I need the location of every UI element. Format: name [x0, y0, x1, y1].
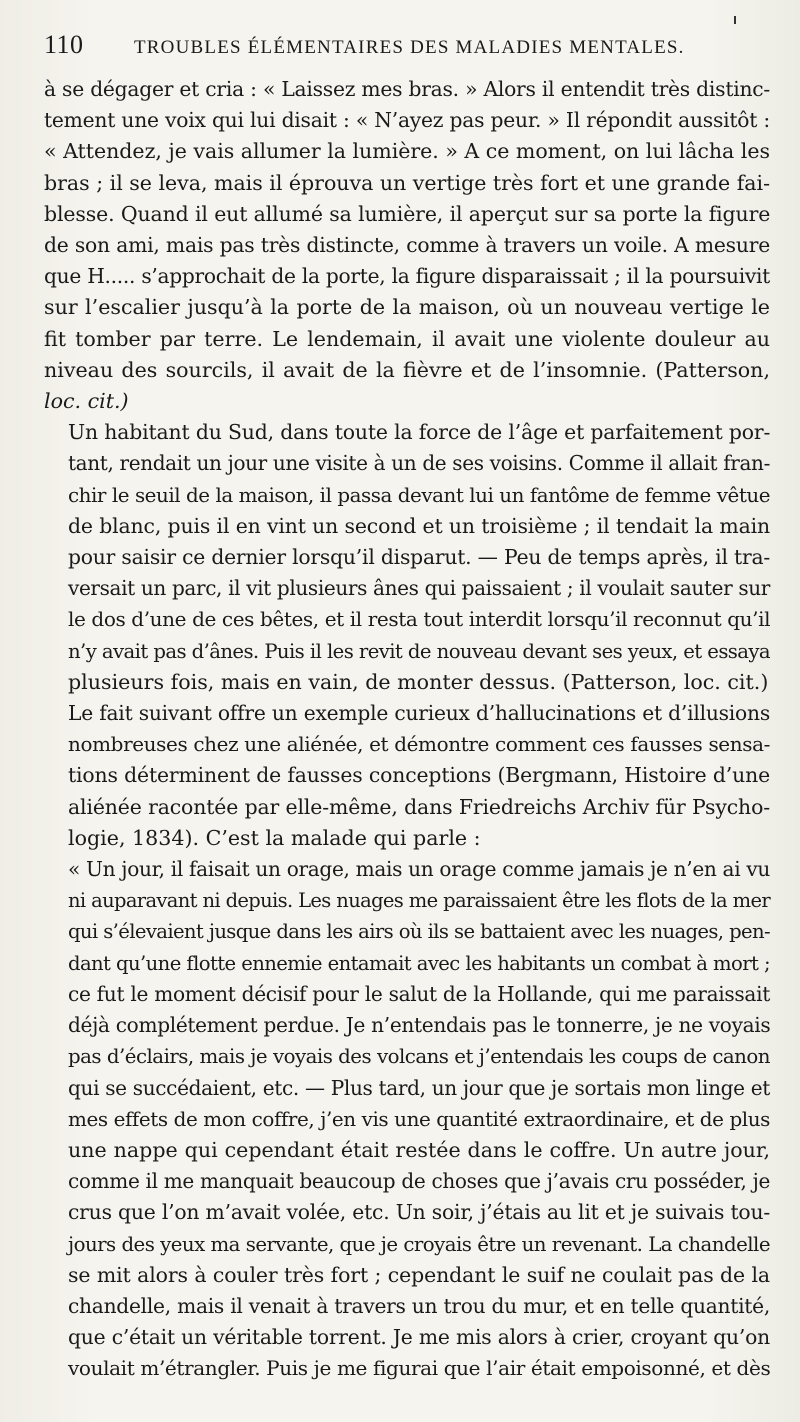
text-line: ni auparavant ni depuis. Les nuages me paraissaient être les flots de la mer: [68, 889, 770, 913]
running-head-title: TROUBLES ÉLÉMENTAIRES DES MALADIES MENTALES.: [134, 37, 685, 58]
text-line: pas d’éclairs, mais je voyais des volcans et j’entendais les coups de canon: [68, 1045, 770, 1069]
text-line: Un habitant du Sud, dans toute la force de l’âge et parfaitement por-: [68, 420, 771, 445]
text-line: n’y avait pas d’ânes. Puis il les revit de nouveau devant ses yeux, et essaya: [68, 639, 770, 663]
text-line: fit tomber par terre. Le lendemain, il avait une violente douleur au: [44, 326, 770, 351]
text-line: blesse. Quand il eut allumé sa lumière, il aperçut sur sa porte la figure: [44, 201, 771, 226]
text-line: pour saisir ce dernier lorsqu’il disparut. — Peu de temps après, il tra-: [68, 545, 770, 570]
text-line: de blanc, puis il en vint un second et un troisième ; il tendait la main: [68, 513, 770, 538]
text-line: que H..... s’approchait de la porte, la figure disparaissait ; il la poursuivit: [44, 264, 770, 289]
text-line: crus que l’on m’avait volée, etc. Un soir, j’étais au lit et je suivais tou-: [68, 1200, 770, 1225]
text-line: plusieurs fois, mais en vain, de monter dessus. (Patterson, loc. cit.): [68, 669, 769, 694]
body-text: [44, 74, 770, 1385]
paragraph-1: [44, 74, 770, 417]
text-line: aliénée racontée par elle-même, dans Friedreichs Archiv für Psycho-: [68, 794, 770, 819]
paragraph-2: [44, 417, 770, 698]
text-line: niveau des sourcils, il avait de la fièvre et de l’insomnie. (Patterson,: [44, 357, 770, 382]
text-line: chir le seuil de la maison, il passa devant lui un fantôme de femme vêtue: [68, 483, 770, 507]
text-line: voulait m’étrangler. Puis je me figurai que l’air était empoisonné, et dès: [68, 1356, 771, 1381]
text-line: qui se succédaient, etc. — Plus tard, un jour que je sortais mon linge et: [68, 1075, 770, 1100]
text-line: tions déterminent de fausses conceptions (Bergmann, Histoire d’une: [68, 763, 770, 788]
text-line: comme il me manquait beaucoup de choses que j’avais cru posséder, je: [68, 1169, 770, 1194]
text-line: chandelle, mais il venait à travers un trou du mur, et en telle quantité,: [68, 1293, 770, 1318]
paragraph-4-quotation: [44, 854, 770, 1384]
text-line: se mit alors à couler très fort ; cependant le suif ne coulait pas de la: [68, 1262, 770, 1287]
text-line: logie, 1834). C’est la malade qui parle :: [68, 825, 481, 850]
text-line: bras ; il se leva, mais il éprouva un vertige très fort et une grande fai-: [44, 170, 770, 195]
text-line: mes effets de mon coffre, j’en vis une quantité extraordinaire, et de plus: [68, 1106, 770, 1131]
text-line: ce fut le moment décisif pour le salut de la Hollande, qui me paraissait: [68, 981, 770, 1006]
text-line: « Attendez, je vais allumer la lumière. » A ce moment, on lui lâcha les: [44, 139, 770, 164]
text-line: une nappe qui cependant était restée dans le coffre. Un autre jour,: [68, 1137, 770, 1162]
text-line: Le fait suivant offre un exemple curieux d’hallucinations et d’illusions: [68, 701, 770, 726]
text-line: dant qu’une flotte ennemie entamait avec les habitants un combat à mort ;: [68, 951, 770, 975]
citation-loc-cit: loc. cit.): [44, 389, 129, 414]
text-line: versait un parc, il vit plusieurs ânes qui paissaient ; il voulait sauter sur: [68, 576, 770, 601]
text-line-citation: [44, 386, 770, 417]
page-number: 110: [44, 30, 84, 59]
text-line: de son ami, mais pas très distincte, comme à travers un voile. A mesure: [44, 233, 770, 258]
text-line: que c’était un véritable torrent. Je me mis alors à crier, croyant qu’on: [68, 1325, 770, 1350]
running-head: [44, 30, 770, 74]
ink-mark: [734, 16, 736, 24]
paragraph-3: [44, 698, 770, 854]
text-line: nombreuses chez une aliénée, et démontre comment ces fausses sensa-: [68, 732, 770, 757]
text-line: sur l’escalier jusqu’à la porte de la maison, où un nouveau vertige le: [44, 295, 770, 320]
text-line: tant, rendait un jour une visite à un de ses voisins. Comme il allait fran-: [68, 451, 770, 476]
text-line: à se dégager et cria : « Laissez mes bras. » Alors il entendit très distinc-: [44, 77, 770, 101]
text-line: jours des yeux ma servante, que je croyais être un revenant. La chandelle: [68, 1232, 770, 1256]
text-line: « Un jour, il faisait un orage, mais un orage comme jamais je n’en ai vu: [68, 857, 770, 882]
text-line: le dos d’une de ces bêtes, et il resta tout interdit lorsqu’il reconnut qu’il: [68, 607, 771, 632]
text-line: déjà complétement perdue. Je n’entendais pas le tonnerre, je ne voyais: [68, 1013, 771, 1038]
text-line: qui s’élevaient jusque dans les airs où ils se battaient avec les nuages, pen-: [68, 920, 770, 944]
text-line: tement une voix qui lui disait : « N’ayez pas peur. » Il répondit aussitôt :: [44, 108, 770, 133]
